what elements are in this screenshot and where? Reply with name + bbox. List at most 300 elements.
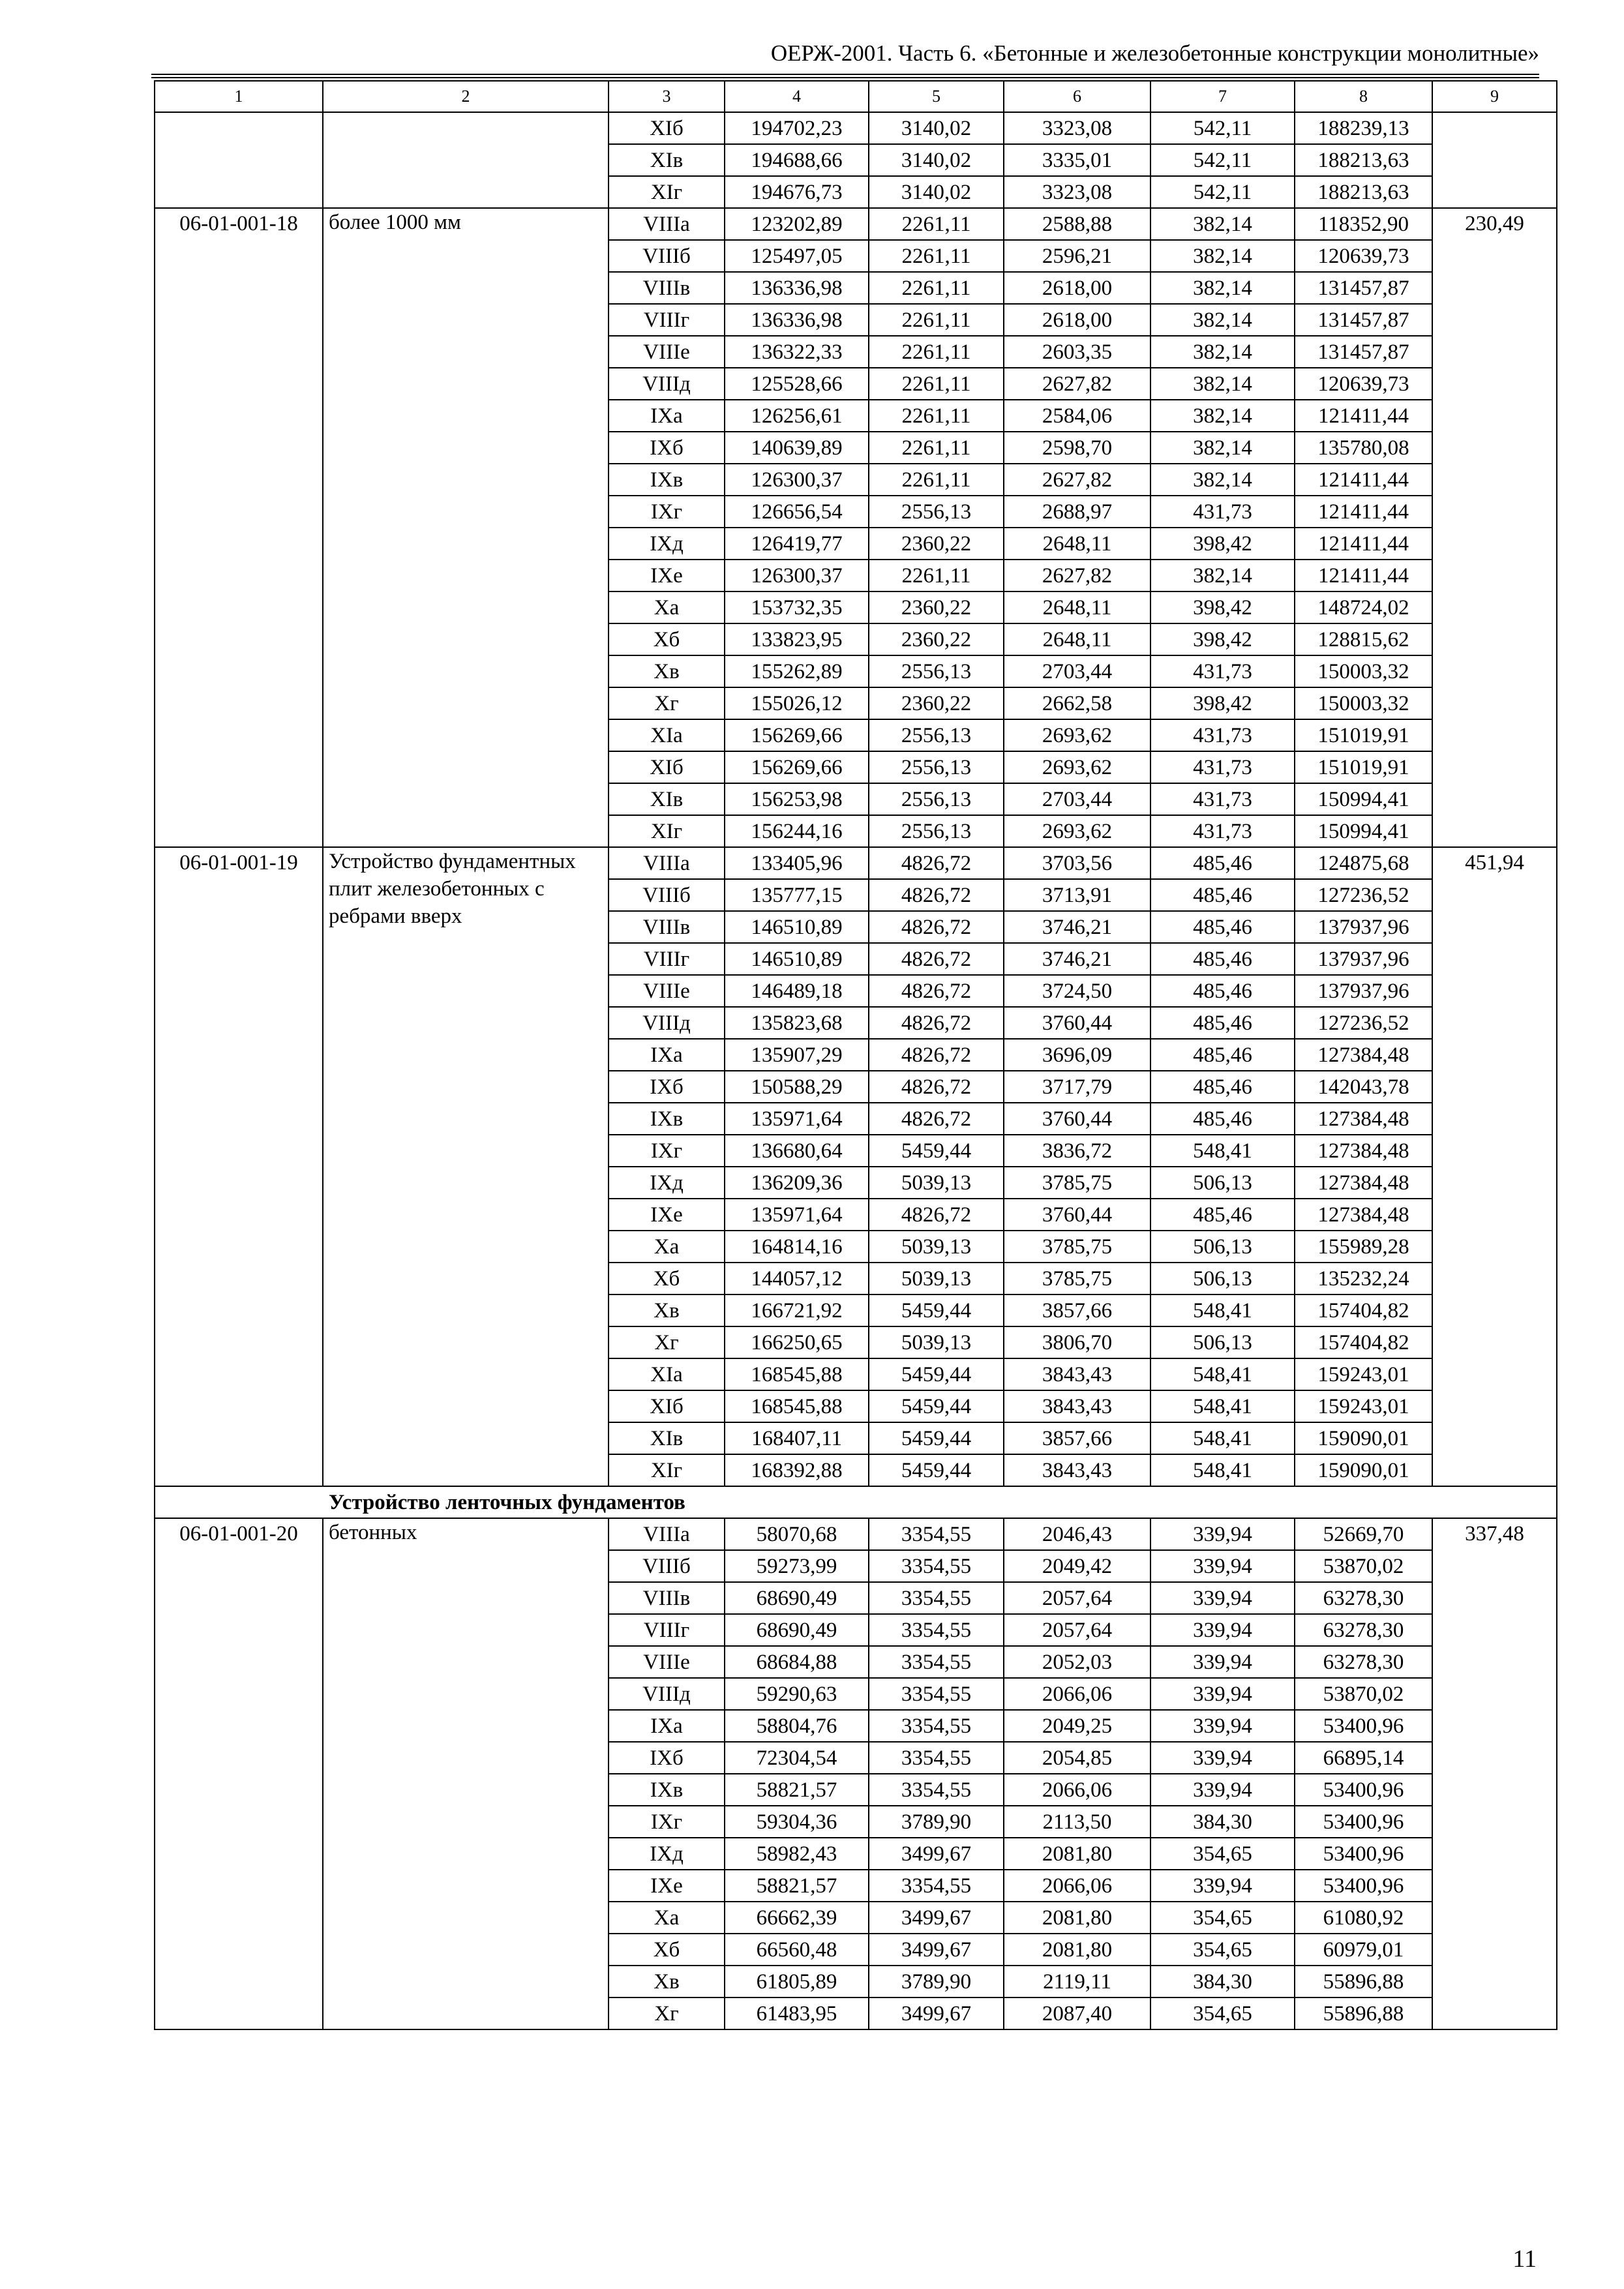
rate-code: [155, 112, 323, 208]
total-cost-cell: 136680,64: [725, 1135, 869, 1167]
materials-cost-cell: 150003,32: [1295, 655, 1432, 687]
machine-cost-cell: 3323,08: [1004, 112, 1150, 144]
machinist-wage-cell: 398,42: [1150, 528, 1295, 560]
materials-cost-cell: 63278,30: [1295, 1582, 1432, 1614]
table-row: [155, 112, 1557, 144]
work-name: более 1000 мм: [323, 208, 609, 847]
column-number-row: [155, 81, 1557, 112]
materials-cost-cell: 127384,48: [1295, 1039, 1432, 1071]
reg-class-cell: VIIIб: [609, 879, 725, 911]
machine-cost-cell: 3746,21: [1004, 943, 1150, 975]
total-cost-cell: 59273,99: [725, 1550, 869, 1582]
reg-class-cell: IXа: [609, 400, 725, 432]
reg-class-cell: XIб: [609, 112, 725, 144]
labor-hours-cell: 337,48: [1432, 1518, 1557, 2029]
total-cost-cell: 153732,35: [725, 591, 869, 623]
total-cost-cell: 66662,39: [725, 1902, 869, 1934]
table-row: [155, 1518, 1557, 1550]
labor-cost-cell: 2261,11: [869, 336, 1004, 368]
total-cost-cell: 126256,61: [725, 400, 869, 432]
labor-cost-cell: 2261,11: [869, 368, 1004, 400]
rate-code: 06-01-001-19: [155, 847, 323, 1486]
machine-cost-cell: 2584,06: [1004, 400, 1150, 432]
machine-cost-cell: 3785,75: [1004, 1231, 1150, 1263]
page-number: 11: [1512, 2245, 1537, 2273]
machine-cost-cell: 2688,97: [1004, 496, 1150, 528]
machinist-wage-cell: 485,46: [1150, 1199, 1295, 1231]
total-cost-cell: 136336,98: [725, 304, 869, 336]
labor-hours-cell: 451,94: [1432, 847, 1557, 1486]
work-name: [323, 112, 609, 208]
total-cost-cell: 125528,66: [725, 368, 869, 400]
materials-cost-cell: 121411,44: [1295, 528, 1432, 560]
materials-cost-cell: 137937,96: [1295, 943, 1432, 975]
total-cost-cell: 135971,64: [725, 1199, 869, 1231]
labor-cost-cell: 5039,13: [869, 1231, 1004, 1263]
total-cost-cell: 135907,29: [725, 1039, 869, 1071]
total-cost-cell: 156269,66: [725, 751, 869, 783]
machine-cost-cell: 2618,00: [1004, 272, 1150, 304]
column-number-8: 8: [1295, 81, 1432, 112]
column-number-4: 4: [725, 81, 869, 112]
machinist-wage-cell: 339,94: [1150, 1518, 1295, 1550]
reg-class-cell: XIв: [609, 144, 725, 176]
machine-cost-cell: 2046,43: [1004, 1518, 1150, 1550]
machinist-wage-cell: 431,73: [1150, 719, 1295, 751]
reg-class-cell: XIв: [609, 783, 725, 815]
labor-cost-cell: 5459,44: [869, 1294, 1004, 1326]
materials-cost-cell: 127384,48: [1295, 1167, 1432, 1199]
machine-cost-cell: 2618,00: [1004, 304, 1150, 336]
reg-class-cell: VIIIа: [609, 208, 725, 240]
reg-class-cell: IXб: [609, 1742, 725, 1774]
machine-cost-cell: 2693,62: [1004, 815, 1150, 847]
machine-cost-cell: 2049,25: [1004, 1710, 1150, 1742]
machine-cost-cell: 3724,50: [1004, 975, 1150, 1007]
total-cost-cell: 194702,23: [725, 112, 869, 144]
machinist-wage-cell: 431,73: [1150, 751, 1295, 783]
machinist-wage-cell: 548,41: [1150, 1454, 1295, 1486]
total-cost-cell: 194676,73: [725, 176, 869, 208]
labor-cost-cell: 4826,72: [869, 911, 1004, 943]
reg-class-cell: VIIIв: [609, 911, 725, 943]
table-row: [155, 208, 1557, 240]
total-cost-cell: 144057,12: [725, 1263, 869, 1294]
machine-cost-cell: 2703,44: [1004, 783, 1150, 815]
materials-cost-cell: 131457,87: [1295, 304, 1432, 336]
reg-class-cell: VIIIд: [609, 368, 725, 400]
labor-cost-cell: 3499,67: [869, 1934, 1004, 1966]
materials-cost-cell: 128815,62: [1295, 623, 1432, 655]
materials-cost-cell: 127236,52: [1295, 1007, 1432, 1039]
column-number-9: 9: [1432, 81, 1557, 112]
machinist-wage-cell: 339,94: [1150, 1742, 1295, 1774]
machine-cost-cell: 2113,50: [1004, 1806, 1150, 1838]
labor-cost-cell: 5039,13: [869, 1167, 1004, 1199]
reg-class-cell: VIIIд: [609, 1678, 725, 1710]
materials-cost-cell: 53400,96: [1295, 1838, 1432, 1870]
labor-cost-cell: 3499,67: [869, 1997, 1004, 2029]
labor-cost-cell: 2556,13: [869, 751, 1004, 783]
reg-class-cell: VIIIд: [609, 1007, 725, 1039]
reg-class-cell: VIIIг: [609, 943, 725, 975]
header-double-rule: [151, 74, 1539, 78]
labor-cost-cell: 4826,72: [869, 1103, 1004, 1135]
materials-cost-cell: 55896,88: [1295, 1997, 1432, 2029]
machine-cost-cell: 3323,08: [1004, 176, 1150, 208]
labor-cost-cell: 3499,67: [869, 1902, 1004, 1934]
materials-cost-cell: 52669,70: [1295, 1518, 1432, 1550]
labor-cost-cell: 2360,22: [869, 528, 1004, 560]
materials-cost-cell: 137937,96: [1295, 975, 1432, 1007]
materials-cost-cell: 150994,41: [1295, 783, 1432, 815]
labor-cost-cell: 3140,02: [869, 112, 1004, 144]
machinist-wage-cell: 431,73: [1150, 815, 1295, 847]
reg-class-cell: XIг: [609, 176, 725, 208]
machine-cost-cell: 2057,64: [1004, 1582, 1150, 1614]
total-cost-cell: 194688,66: [725, 144, 869, 176]
machine-cost-cell: 3760,44: [1004, 1199, 1150, 1231]
labor-cost-cell: 2556,13: [869, 783, 1004, 815]
materials-cost-cell: 61080,92: [1295, 1902, 1432, 1934]
machinist-wage-cell: 398,42: [1150, 687, 1295, 719]
labor-cost-cell: 2556,13: [869, 719, 1004, 751]
machine-cost-cell: 3785,75: [1004, 1263, 1150, 1294]
machinist-wage-cell: 398,42: [1150, 591, 1295, 623]
reg-class-cell: Xб: [609, 623, 725, 655]
machinist-wage-cell: 382,14: [1150, 272, 1295, 304]
total-cost-cell: 133823,95: [725, 623, 869, 655]
machine-cost-cell: 2693,62: [1004, 751, 1150, 783]
reg-class-cell: IXа: [609, 1710, 725, 1742]
materials-cost-cell: 188213,63: [1295, 176, 1432, 208]
labor-cost-cell: 3354,55: [869, 1710, 1004, 1742]
total-cost-cell: 68690,49: [725, 1614, 869, 1646]
machinist-wage-cell: 339,94: [1150, 1646, 1295, 1678]
materials-cost-cell: 121411,44: [1295, 496, 1432, 528]
reg-class-cell: Xг: [609, 687, 725, 719]
total-cost-cell: 164814,16: [725, 1231, 869, 1263]
labor-cost-cell: 3140,02: [869, 144, 1004, 176]
reg-class-cell: Xв: [609, 1294, 725, 1326]
machinist-wage-cell: 339,94: [1150, 1774, 1295, 1806]
total-cost-cell: 58070,68: [725, 1518, 869, 1550]
materials-cost-cell: 131457,87: [1295, 272, 1432, 304]
machinist-wage-cell: 431,73: [1150, 655, 1295, 687]
machinist-wage-cell: 339,94: [1150, 1710, 1295, 1742]
reg-class-cell: VIIIв: [609, 272, 725, 304]
reg-class-cell: IXа: [609, 1039, 725, 1071]
total-cost-cell: 126300,37: [725, 560, 869, 591]
rate-code: 06-01-001-18: [155, 208, 323, 847]
work-name: Устройство фундаментных плит железобетонных с ребрами вверх: [323, 847, 609, 1486]
machine-cost-cell: 2627,82: [1004, 368, 1150, 400]
labor-cost-cell: 3354,55: [869, 1646, 1004, 1678]
total-cost-cell: 136336,98: [725, 272, 869, 304]
reg-class-cell: IXе: [609, 560, 725, 591]
materials-cost-cell: 121411,44: [1295, 464, 1432, 496]
labor-cost-cell: 5039,13: [869, 1326, 1004, 1358]
labor-cost-cell: 2261,11: [869, 464, 1004, 496]
machinist-wage-cell: 382,14: [1150, 208, 1295, 240]
reg-class-cell: Xг: [609, 1997, 725, 2029]
total-cost-cell: 59304,36: [725, 1806, 869, 1838]
machine-cost-cell: 2693,62: [1004, 719, 1150, 751]
materials-cost-cell: 124875,68: [1295, 847, 1432, 879]
labor-cost-cell: 3354,55: [869, 1550, 1004, 1582]
reg-class-cell: VIIIа: [609, 847, 725, 879]
machinist-wage-cell: 382,14: [1150, 432, 1295, 464]
reg-class-cell: IXб: [609, 432, 725, 464]
materials-cost-cell: 60979,01: [1295, 1934, 1432, 1966]
total-cost-cell: 68684,88: [725, 1646, 869, 1678]
machine-cost-cell: 2627,82: [1004, 464, 1150, 496]
labor-cost-cell: 4826,72: [869, 1199, 1004, 1231]
total-cost-cell: 125497,05: [725, 240, 869, 272]
labor-cost-cell: 2261,11: [869, 272, 1004, 304]
machine-cost-cell: 3717,79: [1004, 1071, 1150, 1103]
reg-class-cell: Xв: [609, 655, 725, 687]
machinist-wage-cell: 354,65: [1150, 1934, 1295, 1966]
total-cost-cell: 123202,89: [725, 208, 869, 240]
machine-cost-cell: 2066,06: [1004, 1774, 1150, 1806]
materials-cost-cell: 150994,41: [1295, 815, 1432, 847]
total-cost-cell: 150588,29: [725, 1071, 869, 1103]
labor-hours-cell: [1432, 112, 1557, 208]
materials-cost-cell: 135232,24: [1295, 1263, 1432, 1294]
labor-cost-cell: 3354,55: [869, 1614, 1004, 1646]
machine-cost-cell: 2703,44: [1004, 655, 1150, 687]
machinist-wage-cell: 548,41: [1150, 1422, 1295, 1454]
reg-class-cell: IXв: [609, 464, 725, 496]
reg-class-cell: VIIIе: [609, 975, 725, 1007]
total-cost-cell: 136322,33: [725, 336, 869, 368]
machinist-wage-cell: 354,65: [1150, 1838, 1295, 1870]
reg-class-cell: Xг: [609, 1326, 725, 1358]
machinist-wage-cell: 382,14: [1150, 368, 1295, 400]
column-number-6: 6: [1004, 81, 1150, 112]
total-cost-cell: 166721,92: [725, 1294, 869, 1326]
materials-cost-cell: 159090,01: [1295, 1422, 1432, 1454]
total-cost-cell: 72304,54: [725, 1742, 869, 1774]
materials-cost-cell: 159243,01: [1295, 1358, 1432, 1390]
materials-cost-cell: 53400,96: [1295, 1806, 1432, 1838]
machine-cost-cell: 3696,09: [1004, 1039, 1150, 1071]
column-number-7: 7: [1150, 81, 1295, 112]
column-number-1: 1: [155, 81, 323, 112]
labor-cost-cell: 5459,44: [869, 1422, 1004, 1454]
machinist-wage-cell: 548,41: [1150, 1135, 1295, 1167]
reg-class-cell: IXв: [609, 1103, 725, 1135]
machinist-wage-cell: 382,14: [1150, 304, 1295, 336]
labor-cost-cell: 3354,55: [869, 1678, 1004, 1710]
labor-cost-cell: 5459,44: [869, 1454, 1004, 1486]
reg-class-cell: IXв: [609, 1774, 725, 1806]
machine-cost-cell: 3843,43: [1004, 1390, 1150, 1422]
machine-cost-cell: 3335,01: [1004, 144, 1150, 176]
work-name: бетонных: [323, 1518, 609, 2029]
machine-cost-cell: 2596,21: [1004, 240, 1150, 272]
price-table-body: [155, 81, 1557, 2029]
labor-cost-cell: 4826,72: [869, 879, 1004, 911]
materials-cost-cell: 151019,91: [1295, 751, 1432, 783]
machine-cost-cell: 2119,11: [1004, 1966, 1150, 1997]
machine-cost-cell: 3703,56: [1004, 847, 1150, 879]
reg-class-cell: Xв: [609, 1966, 725, 1997]
labor-cost-cell: 5039,13: [869, 1263, 1004, 1294]
materials-cost-cell: 155989,28: [1295, 1231, 1432, 1263]
total-cost-cell: 135971,64: [725, 1103, 869, 1135]
reg-class-cell: VIIIв: [609, 1582, 725, 1614]
machinist-wage-cell: 548,41: [1150, 1390, 1295, 1422]
labor-cost-cell: 2261,11: [869, 560, 1004, 591]
machinist-wage-cell: 354,65: [1150, 1997, 1295, 2029]
section-heading: Устройство ленточных фундаментов: [155, 1486, 1557, 1518]
materials-cost-cell: 148724,02: [1295, 591, 1432, 623]
reg-class-cell: VIIIе: [609, 1646, 725, 1678]
machine-cost-cell: 2648,11: [1004, 528, 1150, 560]
total-cost-cell: 126419,77: [725, 528, 869, 560]
labor-cost-cell: 3499,67: [869, 1838, 1004, 1870]
labor-cost-cell: 3789,90: [869, 1806, 1004, 1838]
labor-cost-cell: 3140,02: [869, 176, 1004, 208]
total-cost-cell: 126300,37: [725, 464, 869, 496]
reg-class-cell: IXб: [609, 1071, 725, 1103]
reg-class-cell: IXд: [609, 1838, 725, 1870]
total-cost-cell: 146489,18: [725, 975, 869, 1007]
machine-cost-cell: 2627,82: [1004, 560, 1150, 591]
machinist-wage-cell: 431,73: [1150, 783, 1295, 815]
machinist-wage-cell: 506,13: [1150, 1263, 1295, 1294]
machinist-wage-cell: 354,65: [1150, 1902, 1295, 1934]
reg-class-cell: IXд: [609, 1167, 725, 1199]
machine-cost-cell: 2066,06: [1004, 1870, 1150, 1902]
reg-class-cell: XIб: [609, 751, 725, 783]
rate-code: 06-01-001-20: [155, 1518, 323, 2029]
total-cost-cell: 168407,11: [725, 1422, 869, 1454]
machine-cost-cell: 2081,80: [1004, 1934, 1150, 1966]
labor-cost-cell: 2261,11: [869, 208, 1004, 240]
total-cost-cell: 58804,76: [725, 1710, 869, 1742]
reg-class-cell: Xа: [609, 591, 725, 623]
machinist-wage-cell: 542,11: [1150, 144, 1295, 176]
materials-cost-cell: 120639,73: [1295, 368, 1432, 400]
materials-cost-cell: 127384,48: [1295, 1103, 1432, 1135]
total-cost-cell: 155262,89: [725, 655, 869, 687]
machinist-wage-cell: 485,46: [1150, 1103, 1295, 1135]
column-number-2: 2: [323, 81, 609, 112]
materials-cost-cell: 157404,82: [1295, 1326, 1432, 1358]
reg-class-cell: IXг: [609, 1135, 725, 1167]
machinist-wage-cell: 339,94: [1150, 1614, 1295, 1646]
machinist-wage-cell: 339,94: [1150, 1870, 1295, 1902]
materials-cost-cell: 150003,32: [1295, 687, 1432, 719]
reg-class-cell: XIв: [609, 1422, 725, 1454]
materials-cost-cell: 120639,73: [1295, 240, 1432, 272]
labor-cost-cell: 2261,11: [869, 304, 1004, 336]
labor-cost-cell: 2360,22: [869, 591, 1004, 623]
materials-cost-cell: 55896,88: [1295, 1966, 1432, 1997]
labor-cost-cell: 4826,72: [869, 975, 1004, 1007]
machinist-wage-cell: 382,14: [1150, 400, 1295, 432]
materials-cost-cell: 121411,44: [1295, 560, 1432, 591]
labor-cost-cell: 5459,44: [869, 1390, 1004, 1422]
labor-cost-cell: 3354,55: [869, 1870, 1004, 1902]
reg-class-cell: XIг: [609, 815, 725, 847]
reg-class-cell: XIа: [609, 1358, 725, 1390]
total-cost-cell: 155026,12: [725, 687, 869, 719]
materials-cost-cell: 53400,96: [1295, 1710, 1432, 1742]
labor-cost-cell: 4826,72: [869, 1071, 1004, 1103]
materials-cost-cell: 151019,91: [1295, 719, 1432, 751]
total-cost-cell: 156244,16: [725, 815, 869, 847]
machine-cost-cell: 3760,44: [1004, 1007, 1150, 1039]
reg-class-cell: VIIIа: [609, 1518, 725, 1550]
machine-cost-cell: 2081,80: [1004, 1902, 1150, 1934]
machine-cost-cell: 3843,43: [1004, 1454, 1150, 1486]
machinist-wage-cell: 485,46: [1150, 1071, 1295, 1103]
materials-cost-cell: 127384,48: [1295, 1135, 1432, 1167]
reg-class-cell: IXг: [609, 1806, 725, 1838]
reg-class-cell: IXе: [609, 1199, 725, 1231]
machinist-wage-cell: 382,14: [1150, 336, 1295, 368]
machine-cost-cell: 2588,88: [1004, 208, 1150, 240]
labor-cost-cell: 2556,13: [869, 815, 1004, 847]
materials-cost-cell: 118352,90: [1295, 208, 1432, 240]
machinist-wage-cell: 398,42: [1150, 623, 1295, 655]
labor-cost-cell: 2556,13: [869, 496, 1004, 528]
machine-cost-cell: 2049,42: [1004, 1550, 1150, 1582]
reg-class-cell: VIIIг: [609, 304, 725, 336]
total-cost-cell: 58821,57: [725, 1870, 869, 1902]
total-cost-cell: 58821,57: [725, 1774, 869, 1806]
total-cost-cell: 58982,43: [725, 1838, 869, 1870]
column-number-5: 5: [869, 81, 1004, 112]
labor-cost-cell: 3354,55: [869, 1582, 1004, 1614]
total-cost-cell: 156269,66: [725, 719, 869, 751]
materials-cost-cell: 53400,96: [1295, 1774, 1432, 1806]
reg-class-cell: Xа: [609, 1231, 725, 1263]
machinist-wage-cell: 382,14: [1150, 240, 1295, 272]
total-cost-cell: 135777,15: [725, 879, 869, 911]
machinist-wage-cell: 339,94: [1150, 1678, 1295, 1710]
reg-class-cell: XIб: [609, 1390, 725, 1422]
page-header-title: ОЕРЖ-2001. Часть 6. «Бетонные и железобетонные конструкции монолитные»: [770, 40, 1539, 66]
machine-cost-cell: 3785,75: [1004, 1167, 1150, 1199]
machinist-wage-cell: 506,13: [1150, 1231, 1295, 1263]
machinist-wage-cell: 485,46: [1150, 943, 1295, 975]
machine-cost-cell: 3806,70: [1004, 1326, 1150, 1358]
machine-cost-cell: 2087,40: [1004, 1997, 1150, 2029]
labor-cost-cell: 3354,55: [869, 1742, 1004, 1774]
labor-cost-cell: 2556,13: [869, 655, 1004, 687]
total-cost-cell: 168545,88: [725, 1390, 869, 1422]
reg-class-cell: XIа: [609, 719, 725, 751]
materials-cost-cell: 142043,78: [1295, 1071, 1432, 1103]
materials-cost-cell: 131457,87: [1295, 336, 1432, 368]
machine-cost-cell: 2603,35: [1004, 336, 1150, 368]
materials-cost-cell: 135780,08: [1295, 432, 1432, 464]
labor-cost-cell: 4826,72: [869, 847, 1004, 879]
machine-cost-cell: 3857,66: [1004, 1294, 1150, 1326]
total-cost-cell: 59290,63: [725, 1678, 869, 1710]
total-cost-cell: 66560,48: [725, 1934, 869, 1966]
materials-cost-cell: 188213,63: [1295, 144, 1432, 176]
machinist-wage-cell: 506,13: [1150, 1326, 1295, 1358]
column-number-3: 3: [609, 81, 725, 112]
labor-cost-cell: 5459,44: [869, 1358, 1004, 1390]
total-cost-cell: 166250,65: [725, 1326, 869, 1358]
